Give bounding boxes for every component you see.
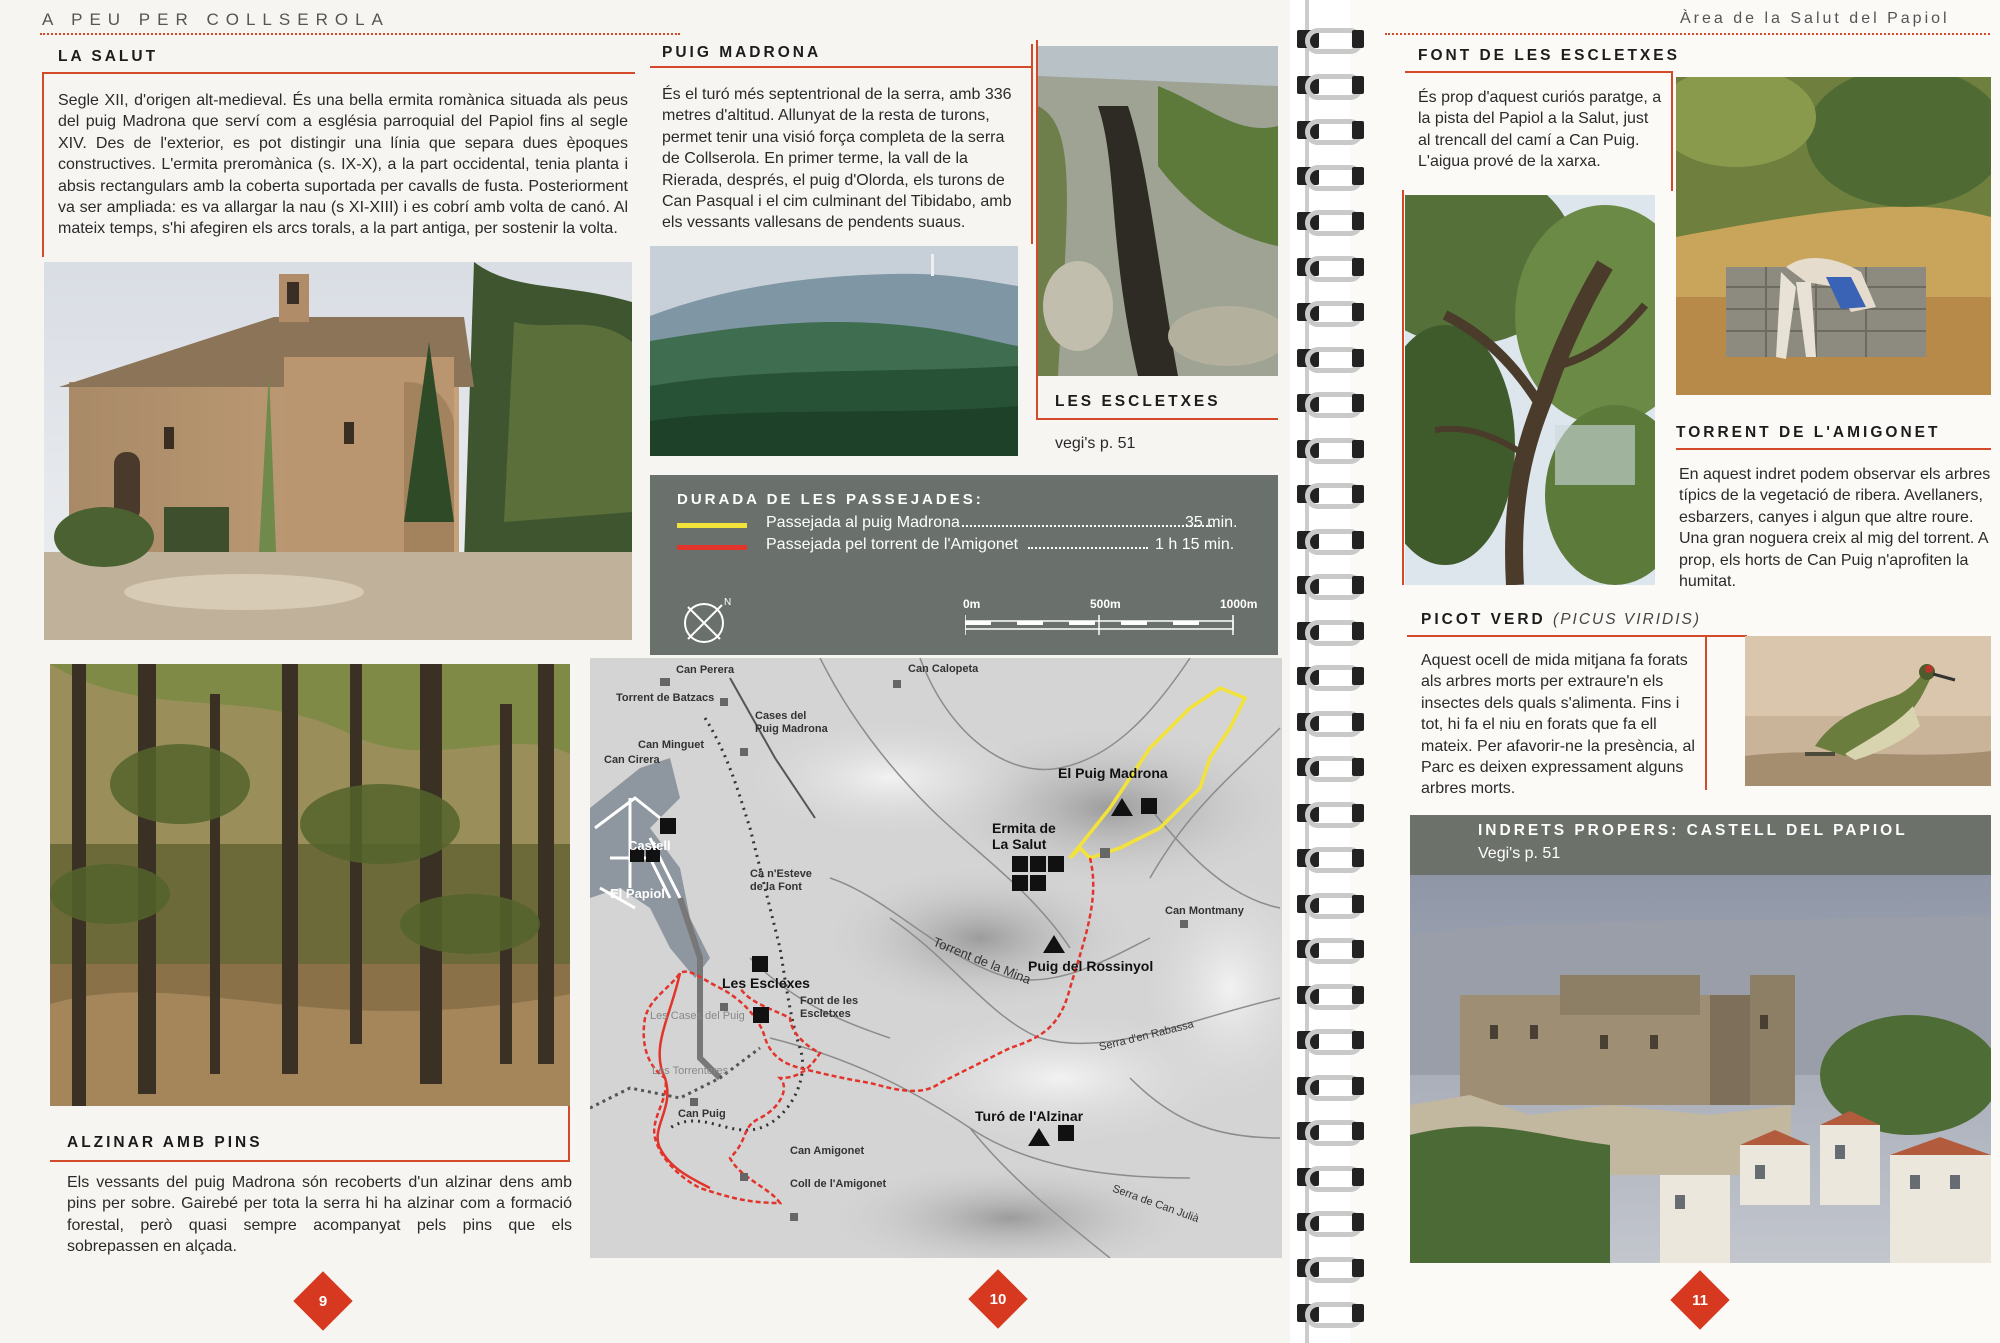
binding-hole [1352, 576, 1364, 594]
ref-indrets: Vegi's p. 51 [1478, 845, 1561, 862]
map-label-ermita: Ermita de [992, 820, 1056, 836]
rule [1405, 71, 1673, 73]
map-label-can-cirera: Can Cirera [604, 754, 660, 766]
binding-hole [1352, 303, 1364, 321]
scale-1000: 1000m [1220, 597, 1258, 611]
text-picot-verd: Aquest ocell de mida mitjana fa forats als arbres morts per extraure'n els insectes dels quals s'alimenta. Fins i tot, hi fa el niu en forats que fa ell mateix. Per afavorir-ne la presència, al Parc es deixen expressament alguns arbres morts. [1421, 652, 1695, 798]
map-label-torrent-mina: Torrent de la Mina [930, 934, 1034, 987]
north-arrow-icon [680, 595, 734, 650]
rule [1676, 448, 1991, 450]
legend-leader-2 [1028, 547, 1148, 549]
map-label-el-papiol: El Papiol [610, 886, 665, 901]
indrets-banner [1410, 815, 1991, 875]
map-label-puig-rossinyol: Puig del Rossinyol [1028, 958, 1154, 974]
rule [42, 72, 635, 74]
legend-label-2: Passejada pel torrent de l'Amigonet [766, 536, 1019, 553]
header-dotted-rule-right [1385, 33, 1990, 35]
rule [42, 72, 44, 257]
durada-title: DURADA DE LES PASSEJADES: [677, 491, 984, 508]
rule [650, 66, 1033, 68]
photo-font-escletxes [1676, 77, 1991, 395]
map-label-turo-alzinar: Turó de l'Alzinar [975, 1108, 1084, 1124]
running-header-left: A PEU PER COLLSEROLA [42, 10, 390, 29]
binding-hole [1352, 849, 1364, 867]
header-dotted-rule [40, 33, 680, 35]
text-puig-madrona: És el turó més septentrional de la serra, amb 336 metres d'altitud. Allunyat de la resta de turons, permet tenir una visió força completa de la serra de Collserola. En primer terme, la vall de la Rierada, després, el puig d'Olorda, els turons de Can Pasqual i el cim culminant del Tibidabo, amb els vessants vallesans de pendents suaus. [662, 86, 1012, 232]
page-number-9: 9 [293, 1271, 352, 1330]
rule [1671, 71, 1673, 191]
binding-hole [1352, 1213, 1364, 1231]
legend-label-1: Passejada al puig Madrona [766, 514, 960, 531]
binding-hole [1352, 30, 1364, 48]
map-label-ermita-2: La Salut [992, 836, 1047, 852]
legend-time-1: 35 min. [1185, 514, 1238, 531]
binding-hole [1352, 986, 1364, 1004]
binding-hole [1352, 440, 1364, 458]
rule [1407, 635, 1747, 637]
rule [568, 1106, 570, 1162]
text-font-escletxes: És prop d'aquest curiós paratge, a la pista del Papiol a la Salut, just al trencall del camí a Can Puig. L'aigua prové de la xarxa. [1418, 89, 1662, 171]
binding-hole [1352, 121, 1364, 139]
map-label-can-puig: Can Puig [678, 1108, 726, 1120]
map-label-cases-puig-madrona-2: Puig Madrona [755, 723, 828, 735]
svg-text:N: N [724, 597, 732, 608]
rule [1402, 190, 1404, 585]
text-torrent-amigonet: En aquest indret podem observar els arbres típics de la vegetació de ribera. Avellaners, esbarzers, canyes i algun que altre roure. Una gran noguera creix al mig del torrent. A prop, els horts de Can Puig n'aprofiten la humitat. [1679, 466, 1991, 591]
legend-red-line [677, 545, 747, 550]
map-label-castell: Castell [628, 838, 671, 853]
map-label-coll-amigonet: Coll de l'Amigonet [790, 1178, 887, 1190]
map-label-cases-puig-madrona: Cases del [755, 710, 807, 722]
photo-alzinar-amb-pins [50, 664, 570, 1106]
legend-yellow-line [677, 523, 747, 528]
binding-hole [1352, 1304, 1364, 1322]
photo-les-escletxes [1038, 46, 1278, 376]
heading-la-salut: LA SALUT [58, 48, 159, 65]
heading-puig-madrona: PUIG MADRONA [662, 44, 822, 61]
binding-hole [1352, 940, 1364, 958]
map-label-les-esclexes: Les Esclexes [722, 975, 810, 991]
rule [1705, 635, 1707, 790]
map-label-puig-madrona: El Puig Madrona [1058, 765, 1168, 781]
text-la-salut: Segle XII, d'origen alt-medieval. És una bella ermita romànica situada als peus del puig Madrona que serví com a església parroquial del Papiol fins al segle XIV. Des de l'exterior, es pot distingir una línia que separa dues èpoques constructives. L'ermita preromànica (s. IX-X), a la part occidental, tenia planta i absis rectangulars amb la coberta suportada per cavalls de fusta. Posteriorment va ser ampliada: es va allargar la nau (s XI-XIII) i es cobrí amb volta de canó. Al mateix temps, s'hi afegiren els arcs torals, a la part antiga, per sostenir la volta. [58, 92, 628, 238]
map-label-font-escletxes-2: Escletxes [800, 1008, 851, 1020]
heading-torrent-amigonet: TORRENT DE L'AMIGONET [1676, 424, 1941, 441]
legend-time-2: 1 h 15 min. [1155, 536, 1235, 553]
map-label-can-amigonet: Can Amigonet [790, 1145, 865, 1157]
binding-hole [1352, 622, 1364, 640]
binding-hole [1352, 1168, 1364, 1186]
binding-hole [1352, 1122, 1364, 1140]
ref-les-escletxes: vegi's p. 51 [1055, 435, 1136, 452]
map-label-can-esteve: Ca n'Esteve [750, 868, 812, 880]
durada-box [650, 475, 1278, 655]
legend-leader-1 [962, 525, 1212, 527]
binding-hole [1352, 349, 1364, 367]
photo-vista-puig-madrona [650, 246, 1018, 456]
running-header-right: Àrea de la Salut del Papiol [1680, 10, 1950, 27]
photo-castell-del-papiol [1410, 875, 1991, 1263]
binding-hole [1352, 485, 1364, 503]
map-label-can-esteve-2: de la Font [750, 881, 802, 893]
map-label-can-montmany: Can Montmany [1165, 905, 1244, 917]
binding-hole [1352, 212, 1364, 230]
binding-hole [1352, 895, 1364, 913]
map-label-torrenteres: Les Torrenteres [652, 1065, 729, 1077]
binding-hole [1352, 713, 1364, 731]
binding-hole [1352, 804, 1364, 822]
binding-hole [1352, 758, 1364, 776]
binding-hole [1352, 394, 1364, 412]
heading-indrets-propers: INDRETS PROPERS: CASTELL DEL PAPIOL [1478, 822, 1908, 839]
heading-les-escletxes: LES ESCLETXES [1055, 393, 1221, 410]
binding-hole [1352, 531, 1364, 549]
binding-hole [1352, 1077, 1364, 1095]
binding-hole [1352, 167, 1364, 185]
route-map [590, 658, 1282, 1258]
map-label-can-calopeta: Can Calopeta [908, 663, 979, 675]
map-label-can-minguet: Can Minguet [638, 739, 704, 751]
page-number-11: 11 [1670, 1270, 1729, 1329]
photo-picot-verd [1745, 636, 1991, 786]
binding-hole [1352, 1259, 1364, 1277]
map-label-serra-rabassa: Serra d'en Rabassa [1097, 1018, 1195, 1054]
photo-torrent-amigonet [1405, 195, 1655, 585]
text-alzinar: Els vessants del puig Madrona són recoberts d'un alzinar dens amb pins per sobre. Gairebé per tota la serra hi ha alzinar com a formació forestal, però quasi sempre acompanyat pels pins que els sobrepassen en alçada. [67, 1174, 572, 1256]
rule [50, 1160, 570, 1162]
scale-bar [965, 615, 1235, 640]
scale-0: 0m [963, 597, 981, 611]
heading-alzinar: ALZINAR AMB PINS [67, 1134, 263, 1151]
rule [1036, 418, 1278, 420]
heading-picot-verd: PICOT VERD (PICUS VIRIDIS) [1421, 611, 1702, 628]
map-label-can-perera: Can Perera [676, 664, 735, 676]
binding-hole [1352, 258, 1364, 276]
photo-ermita-la-salut [44, 262, 632, 640]
page-number-10: 10 [968, 1269, 1027, 1328]
binding-hole [1352, 1031, 1364, 1049]
map-label-torrent-batzacs: Torrent de Batzacs [616, 692, 715, 704]
binding-hole [1352, 76, 1364, 94]
scale-500: 500m [1090, 597, 1121, 611]
rule [1031, 44, 1033, 244]
binding-hole [1352, 667, 1364, 685]
heading-font-escletxes: FONT DE LES ESCLETXES [1418, 47, 1680, 64]
map-label-font-escletxes: Font de les [800, 995, 859, 1007]
map-label-serra-can-julia: Serra de Can Julià [1110, 1182, 1201, 1226]
map-label-cases-del-puig: Les Cases del Puig [650, 1010, 745, 1022]
